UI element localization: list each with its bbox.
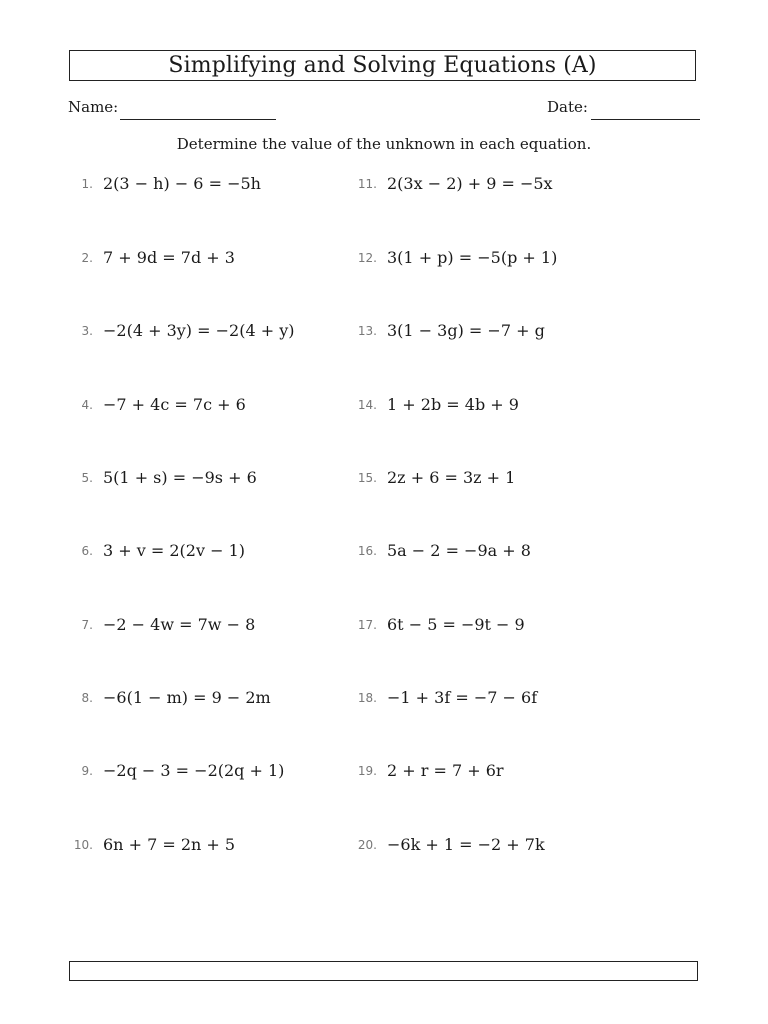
footer-box xyxy=(69,961,698,981)
problem-equation: 5a − 2 = −9a + 8 xyxy=(387,541,531,560)
name-field[interactable] xyxy=(120,119,276,120)
problem-equation: 2z + 6 = 3z + 1 xyxy=(387,468,516,487)
problem-equation: −6k + 1 = −2 + 7k xyxy=(387,835,545,854)
problem-12 xyxy=(357,248,558,272)
problem-equation: 3(1 + p) = −5(p + 1) xyxy=(387,248,558,267)
problem-5 xyxy=(81,468,257,492)
problem-number: 18. xyxy=(357,691,377,705)
problem-16 xyxy=(357,541,531,565)
problem-3 xyxy=(81,321,295,345)
problem-number: 17. xyxy=(357,618,377,632)
problem-equation: −2(4 + 3y) = −2(4 + y) xyxy=(103,321,295,340)
problem-equation: 3(1 − 3g) = −7 + g xyxy=(387,321,545,340)
worksheet-title-box xyxy=(69,50,696,81)
name-label: Name: xyxy=(68,98,119,116)
problem-equation: 6n + 7 = 2n + 5 xyxy=(103,835,236,854)
problem-equation: 5(1 + s) = −9s + 6 xyxy=(103,468,257,487)
problem-equation: −2 − 4w = 7w − 8 xyxy=(103,615,256,634)
problem-number: 7. xyxy=(81,618,93,632)
problem-7 xyxy=(81,615,256,639)
problem-equation: −2q − 3 = −2(2q + 1) xyxy=(103,761,285,780)
problem-11 xyxy=(357,174,553,198)
problem-equation: −7 + 4c = 7c + 6 xyxy=(103,395,246,414)
problem-equation: −6(1 − m) = 9 − 2m xyxy=(103,688,271,707)
problem-number: 12. xyxy=(357,251,377,265)
problem-13 xyxy=(357,321,545,345)
worksheet-title: Simplifying and Solving Equations (A) xyxy=(168,53,597,78)
problem-number: 20. xyxy=(357,838,377,852)
problem-number: 13. xyxy=(357,324,377,338)
instructions: Determine the value of the unknown in each equation. xyxy=(176,135,592,153)
problem-4 xyxy=(81,395,246,419)
problem-number: 14. xyxy=(357,398,377,412)
problem-number: 3. xyxy=(81,324,93,338)
problem-6 xyxy=(81,541,246,565)
problem-number: 6. xyxy=(81,544,93,558)
problem-number: 8. xyxy=(81,691,93,705)
problem-number: 16. xyxy=(357,544,377,558)
problem-equation: −1 + 3f = −7 − 6f xyxy=(387,688,538,707)
problem-19 xyxy=(357,761,504,785)
problem-number: 10. xyxy=(73,838,93,852)
problem-9 xyxy=(81,761,285,785)
problem-20 xyxy=(357,835,545,859)
problem-equation: 6t − 5 = −9t − 9 xyxy=(387,615,525,634)
problem-10 xyxy=(73,835,236,859)
problem-equation: 3 + v = 2(2v − 1) xyxy=(103,541,246,560)
date-label: Date: xyxy=(547,98,588,116)
problem-18 xyxy=(357,688,538,712)
problem-8 xyxy=(81,688,271,712)
problem-number: 5. xyxy=(81,471,93,485)
problem-equation: 2(3x − 2) + 9 = −5x xyxy=(387,174,553,193)
problem-equation: 2 + r = 7 + 6r xyxy=(387,761,504,780)
problem-14 xyxy=(357,395,519,419)
problem-equation: 1 + 2b = 4b + 9 xyxy=(387,395,519,414)
problem-equation: 2(3 − h) − 6 = −5h xyxy=(103,174,261,193)
problem-number: 1. xyxy=(81,177,93,191)
problem-number: 2. xyxy=(81,251,93,265)
problem-1 xyxy=(81,174,261,198)
problem-equation: 7 + 9d = 7d + 3 xyxy=(103,248,235,267)
problem-number: 11. xyxy=(357,177,377,191)
problem-number: 9. xyxy=(81,764,93,778)
problem-17 xyxy=(357,615,525,639)
problem-2 xyxy=(81,248,235,272)
problem-number: 19. xyxy=(357,764,377,778)
problem-15 xyxy=(357,468,516,492)
problem-number: 15. xyxy=(357,471,377,485)
date-field[interactable] xyxy=(591,119,700,120)
problem-number: 4. xyxy=(81,398,93,412)
